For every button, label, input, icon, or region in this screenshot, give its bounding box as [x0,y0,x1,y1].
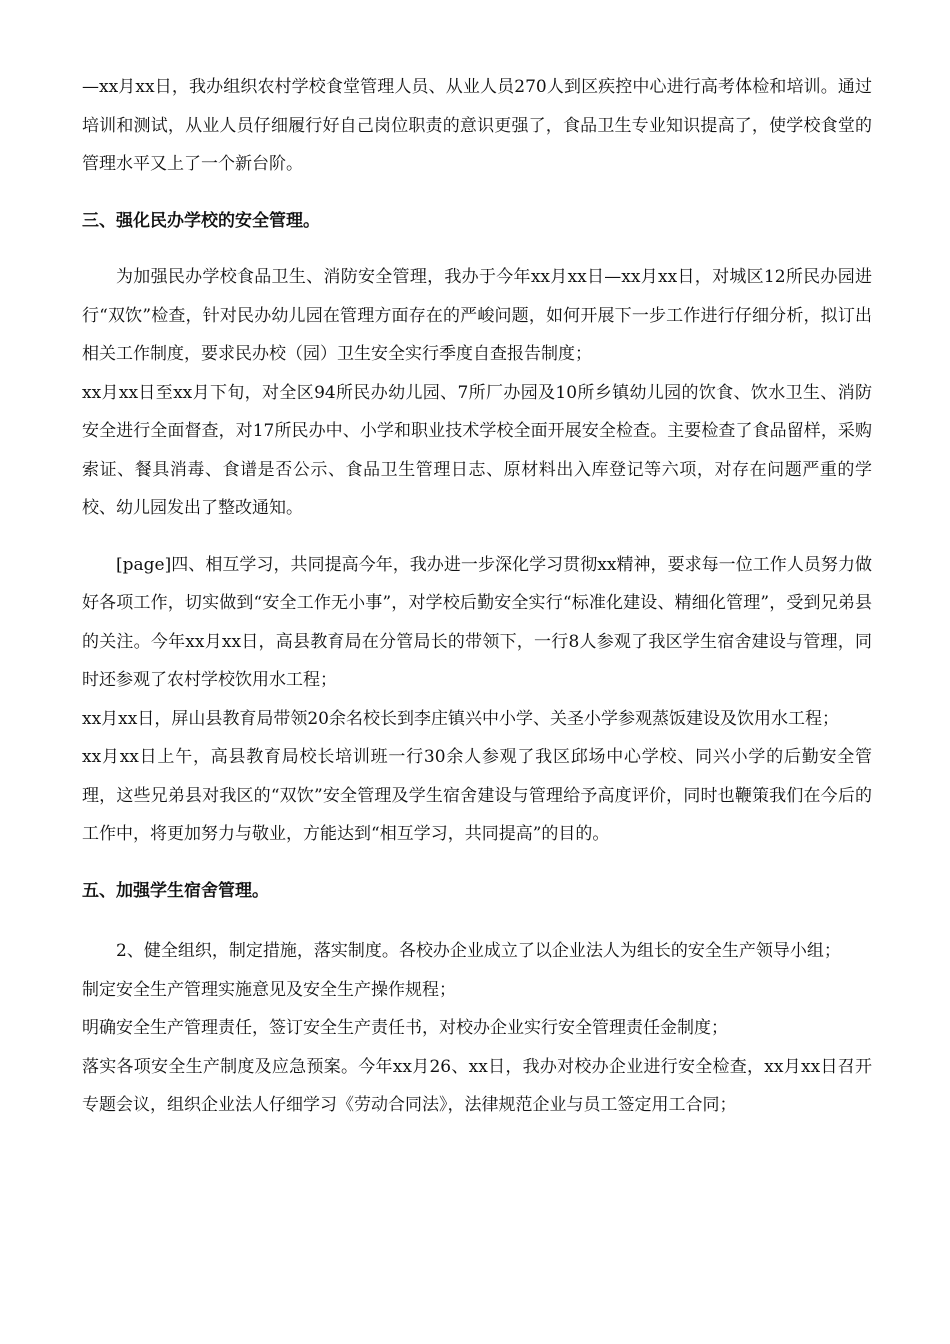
paragraph-pingshan-visit: xx月xx日，屏山县教育局带领20余名校长到李庄镇兴中小学、关圣小学参观蒸饭建设及饮用水工程； [82,708,839,729]
paragraph-gaoxian-visit: xx月xx日上午，高县教育局校长培训班一行30余人参观了我区邱场中心学校、同兴小学的后勤安全管理，这些兄弟县对我区的“双饮”安全管理及学生宿舍建设与管理给予高度评价，同时也鞭策我们在今后的工作中，将更加努力与敬业，方能达到“相互学习，共同提高”的目的。 [82,747,872,844]
paragraph-canteen-training: —xx月xx日，我办组织农村学校食堂管理人员、从业人员270人到区疾控中心进行高考体检和培训。通过培训和测试，从业人员仔细履行好自己岗位职责的意识更强了，食品卫生专业知识提高了，使学校食堂的管理水平又上了一个新台阶。 [82,77,872,174]
paragraph-operating-procedures: 制定安全生产管理实施意见及安全生产操作规程； [82,979,456,1000]
paragraph-organization-measures: 2、健全组织，制定措施，落实制度。各校办企业成立了以企业法人为组长的安全生产领导小组； [116,941,841,961]
heading-section-5: 五、加强学生宿舍管理。 [82,880,269,901]
heading-section-3: 三、强化民办学校的安全管理。 [82,210,320,231]
paragraph-private-school-inspection: 为加强民办学校食品卫生、消防安全管理，我办于今年xx月xx日—xx月xx日，对城区12所民办园进行“双饮”检查，针对民办幼儿园在管理方面存在的严峻问题，如何开展下一步工作进行仔细分析，拟订出相关工作制度，要求民办校（园）卫生安全实行季度自查报告制度； [82,267,872,364]
paragraph-emergency-plans: 落实各项安全生产制度及应急预案。今年xx月26、xx日，我办对校办企业进行安全检查，xx月xx日召开专题会议，组织企业法人仔细学习《劳动合同法》，法律规范企业与员工签定用工合同； [82,1056,872,1115]
document-body [82,68,872,1125]
paragraph-responsibility: 明确安全生产管理责任，签订安全生产责任书，对校办企业实行安全管理责任金制度； [82,1018,728,1038]
paragraph-kindergarten-supervision: xx月xx日至xx月下旬，对全区94所民办幼儿园、7所厂办园及10所乡镇幼儿园的饮食、饮水卫生、消防安全进行全面督查，对17所民办中、小学和职业技术学校全面开展安全检查。主要检查了食品留样，采购索证、餐具消毒、食谱是否公示、食品卫生管理日志、原材料出入库登记等六项，对存在问题严重的学校、幼儿园发出了整改通知。 [82,382,872,518]
paragraph-section-4-mutual-learning: [page]四、相互学习，共同提高今年，我办进一步深化学习贯彻xx精神，要求每一位工作人员努力做好各项工作，切实做到“安全工作无小事”，对学校后勤安全实行“标准化建设、精细化管理”，受到兄弟县的关注。今年xx月xx日，高县教育局在分管局长的带领下，一行8人参观了我区学生宿舍建设与管理，同时还参观了农村学校饮用水工程； [82,554,872,690]
